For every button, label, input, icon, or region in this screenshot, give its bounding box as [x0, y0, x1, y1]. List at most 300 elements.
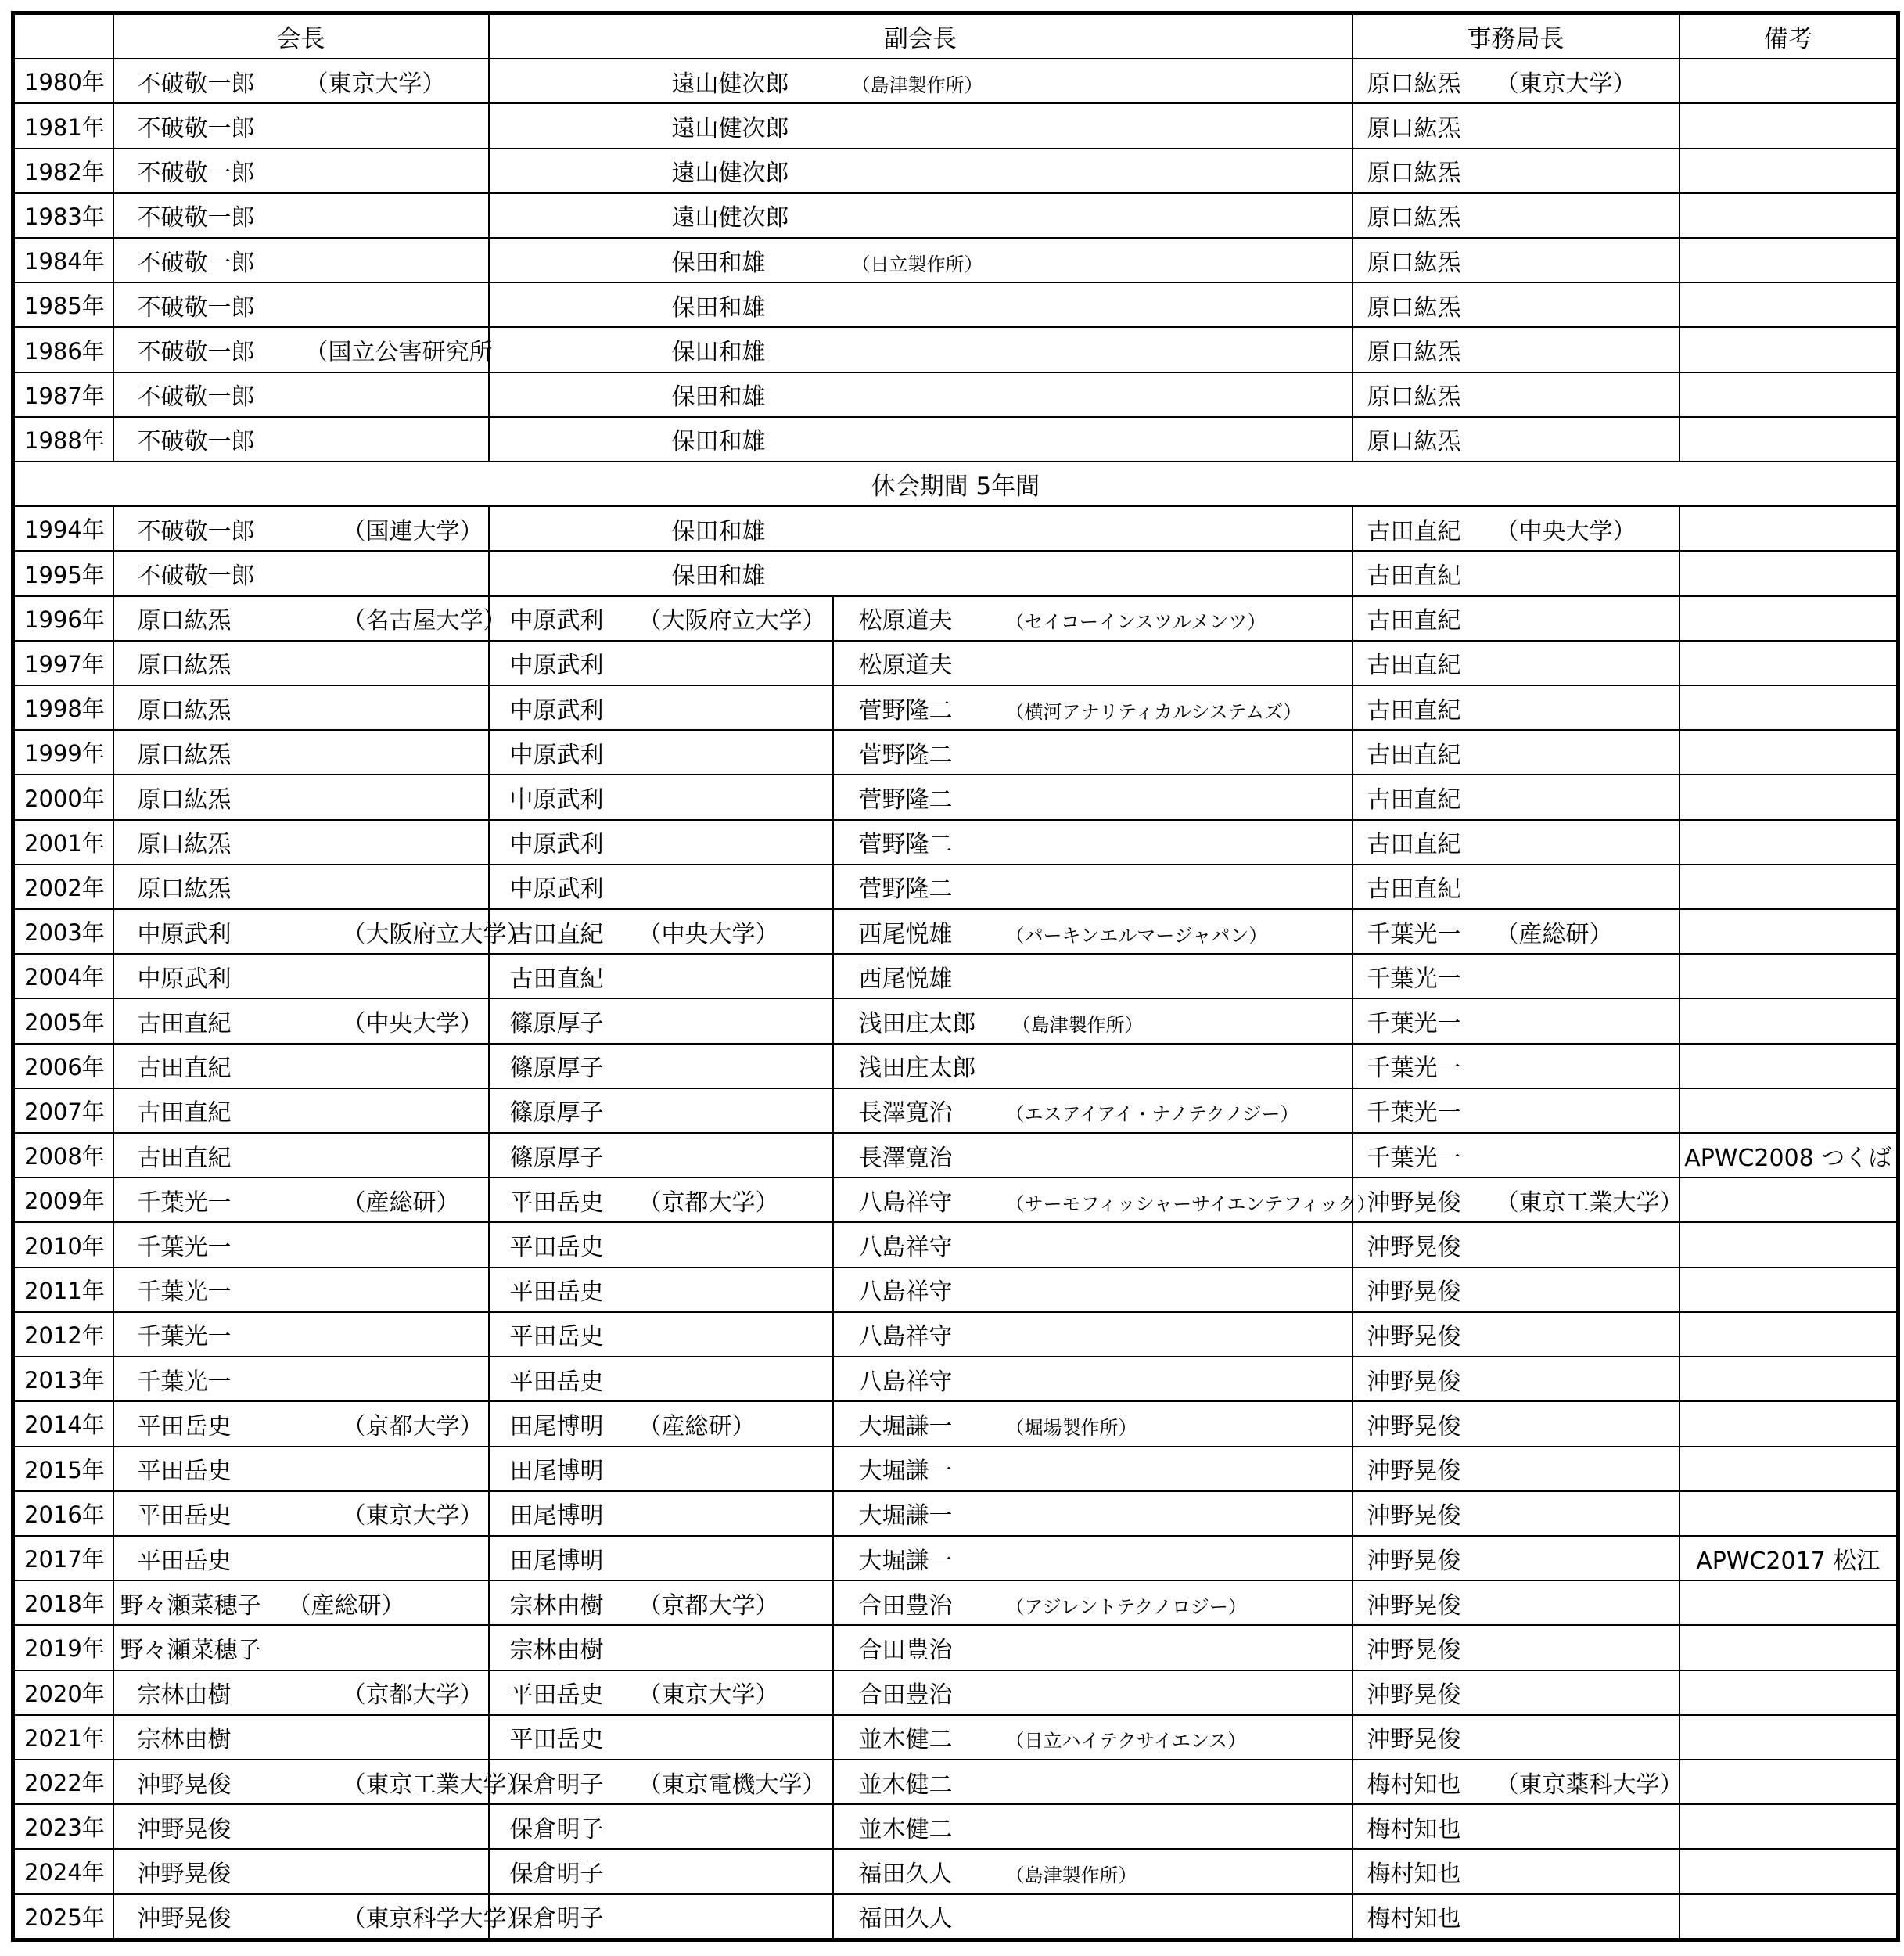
president-name: 不破敬一郎 [137, 70, 255, 98]
year-cell: 2023年 [13, 1804, 113, 1849]
secretary-cell [1353, 193, 1679, 238]
vice-president-1-cell [489, 730, 833, 775]
table-row [13, 998, 1899, 1043]
vice-president-2-affiliation: （パーキンエルマージャパン） [1005, 924, 1268, 947]
vice-president-2-name: 西尾悦雄 [858, 965, 953, 993]
year-cell: 2020年 [13, 1670, 113, 1715]
vice-president-1-affiliation: （東京電機大学） [638, 1771, 826, 1799]
secretary-name: 沖野晃俊 [1367, 1368, 1461, 1396]
president-cell [113, 1088, 489, 1133]
president-name: 原口紘炁 [137, 876, 232, 904]
remarks-cell [1679, 865, 1899, 909]
secretary-cell [1353, 1715, 1679, 1760]
vice-president-name: 保田和雄 [671, 339, 766, 367]
secretary-name: 原口紘炁 [1367, 339, 1461, 367]
vice-president-2-name: 八島祥守 [858, 1368, 953, 1396]
president-name: 不破敬一郎 [137, 383, 255, 412]
president-cell [113, 1178, 489, 1222]
president-cell [113, 954, 489, 998]
vice-president-1-name: 中原武利 [509, 652, 604, 680]
year-cell: 2022年 [13, 1760, 113, 1804]
remarks-cell [1679, 1491, 1899, 1536]
vice-president-2-cell [833, 1580, 1353, 1625]
vice-president-2-name: 浅田庄太郎 [858, 1010, 976, 1038]
vice-president-1-name: 田尾博明 [509, 1458, 604, 1486]
vice-president-name: 遠山健次郎 [671, 115, 789, 142]
remarks-cell [1679, 641, 1899, 685]
secretary-name: 原口紘炁 [1367, 115, 1461, 142]
president-cell [113, 1357, 489, 1401]
vice-president-name: 保田和雄 [671, 293, 766, 322]
remarks-cell [1679, 1312, 1899, 1357]
secretary-name: 千葉光一 [1367, 1010, 1461, 1038]
president-name: 原口紘炁 [137, 696, 232, 725]
remarks-cell: APWC2017 松江 [1679, 1536, 1899, 1580]
vice-president-1-affiliation: （東京大学） [638, 1681, 779, 1710]
table-row [13, 1491, 1899, 1536]
secretary-affiliation: （産総研） [1495, 920, 1613, 948]
president-cell [113, 193, 489, 238]
vice-president-2-affiliation: （サーモフィッシャーサイエンテフィック） [1005, 1192, 1376, 1215]
president-cell [113, 282, 489, 327]
year-cell: 2017年 [13, 1536, 113, 1580]
vice-president-2-name: 合田豊治 [858, 1636, 953, 1664]
table-row [13, 730, 1899, 775]
president-name: 中原武利 [137, 965, 232, 993]
table-row [13, 417, 1899, 462]
vice-president-1-cell [489, 1715, 833, 1760]
remarks-cell [1679, 1088, 1899, 1133]
vice-president-1-cell [489, 1447, 833, 1491]
table-row [13, 685, 1899, 730]
vice-president-affiliation: （日立製作所） [851, 253, 983, 275]
vice-president-2-cell [833, 820, 1353, 865]
president-cell [113, 1222, 489, 1267]
year-cell: 1982年 [13, 149, 113, 193]
secretary-name: 沖野晃俊 [1367, 1547, 1461, 1575]
secretary-cell [1353, 1760, 1683, 1804]
vice-president-2-cell [833, 1670, 1353, 1715]
vice-president-1-name: 中原武利 [509, 876, 604, 904]
president-name: 平田岳史 [137, 1502, 232, 1530]
remarks-cell [1679, 820, 1899, 865]
vice-president-2-name: 並木健二 [858, 1815, 953, 1843]
president-cell [113, 730, 489, 775]
remarks-cell [1679, 596, 1899, 641]
secretary-name: 原口紘炁 [1367, 160, 1461, 188]
year-cell: 2010年 [13, 1222, 113, 1267]
secretary-name: 古田直紀 [1367, 831, 1461, 859]
president-cell [113, 551, 489, 595]
secretary-name: 原口紘炁 [1367, 428, 1461, 456]
vice-president-2-name: 並木健二 [858, 1771, 953, 1799]
vice-president-1-name: 中原武利 [509, 786, 604, 814]
president-name: 千葉光一 [137, 1368, 232, 1396]
year-cell: 2003年 [13, 909, 113, 954]
table-row [13, 865, 1899, 909]
president-cell [113, 1580, 489, 1625]
vice-president-1-name: 保倉明子 [509, 1905, 604, 1933]
secretary-name: 沖野晃俊 [1367, 1412, 1461, 1440]
president-name: 千葉光一 [137, 1323, 232, 1351]
vice-president-2-name: 菅野隆二 [858, 786, 953, 814]
year-cell: 1981年 [13, 103, 113, 148]
remarks-cell [1679, 685, 1899, 730]
president-name: 宗林由樹 [137, 1681, 232, 1710]
vice-president-2-name: 大堀謙一 [858, 1502, 953, 1530]
president-affiliation: （東京工業大学） [342, 1771, 530, 1799]
vice-president-1-name: 田尾博明 [509, 1502, 604, 1530]
secretary-cell [1353, 685, 1679, 730]
secretary-name: 古田直紀 [1367, 607, 1461, 635]
vice-president-2-name: 菅野隆二 [858, 876, 953, 904]
header-president: 会長 [113, 13, 489, 59]
president-cell [113, 1670, 489, 1715]
vice-president-1-name: 平田岳史 [509, 1681, 604, 1710]
secretary-name: 梅村知也 [1367, 1860, 1461, 1888]
president-cell [113, 1044, 489, 1088]
vice-president-1-cell [489, 1357, 833, 1401]
vice-president-2-affiliation: （島津製作所） [1011, 1014, 1144, 1037]
secretary-name: 梅村知也 [1367, 1771, 1461, 1799]
vice-president-cell [489, 372, 1353, 417]
year-cell: 2016年 [13, 1491, 113, 1536]
vice-president-2-affiliation: （堀場製作所） [1005, 1416, 1137, 1439]
vice-president-2-name: 大堀謙一 [858, 1458, 953, 1486]
year-cell: 2002年 [13, 865, 113, 909]
vice-president-2-cell [833, 596, 1353, 641]
president-affiliation: （京都大学） [342, 1681, 483, 1710]
vice-president-2-name: 西尾悦雄 [858, 920, 953, 948]
remarks-cell [1679, 998, 1899, 1043]
remarks-cell [1679, 1804, 1899, 1849]
vice-president-cell [489, 103, 1353, 148]
secretary-cell [1353, 238, 1679, 282]
president-cell [113, 1312, 489, 1357]
vice-president-2-name: 松原道夫 [858, 607, 953, 635]
recess-row [13, 462, 1899, 506]
vice-president-1-affiliation: （京都大学） [638, 1188, 779, 1217]
vice-president-1-name: 保倉明子 [509, 1771, 604, 1799]
secretary-name: 千葉光一 [1367, 920, 1461, 948]
president-cell [113, 1894, 530, 1940]
president-cell [113, 775, 489, 819]
president-cell [113, 417, 489, 462]
vice-president-1-affiliation: （産総研） [638, 1412, 756, 1440]
vice-president-1-cell [489, 1804, 833, 1849]
president-name: 原口紘炁 [137, 786, 232, 814]
secretary-name: 古田直紀 [1367, 563, 1461, 591]
remarks-cell [1679, 417, 1899, 462]
secretary-cell [1353, 865, 1679, 909]
secretary-cell [1353, 1491, 1679, 1536]
remarks-cell [1679, 1178, 1899, 1222]
table-row [13, 1536, 1899, 1580]
secretary-name: 古田直紀 [1367, 696, 1461, 725]
president-name: 不破敬一郎 [137, 563, 255, 591]
secretary-cell [1353, 1804, 1679, 1849]
secretary-name: 沖野晃俊 [1367, 1681, 1461, 1710]
president-name: 千葉光一 [137, 1278, 232, 1307]
year-cell: 2007年 [13, 1088, 113, 1133]
president-affiliation: （東京大学） [304, 70, 446, 98]
year-cell: 2015年 [13, 1447, 113, 1491]
vice-president-2-affiliation: （セイコーインスツルメンツ） [1005, 611, 1266, 634]
secretary-name: 原口紘炁 [1367, 383, 1461, 412]
remarks-cell [1679, 1222, 1899, 1267]
president-name: 原口紘炁 [137, 652, 232, 680]
vice-president-1-cell [489, 1849, 833, 1893]
vice-president-1-cell [489, 998, 833, 1043]
secretary-affiliation: （中央大学） [1495, 517, 1636, 545]
year-cell: 1999年 [13, 730, 113, 775]
secretary-name: 沖野晃俊 [1367, 1726, 1461, 1754]
year-cell: 1983年 [13, 193, 113, 238]
table-row [13, 775, 1899, 819]
year-cell: 1988年 [13, 417, 113, 462]
table-row [13, 1625, 1899, 1670]
year-cell: 1994年 [13, 506, 113, 551]
president-affiliation: （東京科学大学） [342, 1905, 530, 1933]
president-cell [113, 820, 489, 865]
president-cell [113, 1715, 489, 1760]
president-cell [113, 1804, 489, 1849]
vice-president-1-cell [489, 1088, 833, 1133]
president-affiliation: （産総研） [287, 1591, 405, 1620]
remarks-cell [1679, 1580, 1899, 1625]
year-cell: 1986年 [13, 327, 113, 372]
vice-president-cell [489, 417, 1353, 462]
vice-president-2-cell [833, 1133, 1353, 1178]
table-row [13, 1849, 1899, 1893]
president-name: 野々瀬菜穂子 [120, 1636, 261, 1664]
vice-president-2-cell [833, 1267, 1353, 1312]
president-name: 不破敬一郎 [137, 115, 255, 142]
president-name: 千葉光一 [137, 1188, 232, 1217]
secretary-name: 千葉光一 [1367, 965, 1461, 993]
president-name: 原口紘炁 [137, 741, 232, 769]
vice-president-2-name: 八島祥守 [858, 1188, 953, 1217]
secretary-cell [1353, 1401, 1679, 1446]
vice-president-1-name: 古田直紀 [509, 920, 604, 948]
header-row [13, 13, 1899, 59]
president-cell [113, 149, 489, 193]
president-cell [113, 909, 530, 954]
vice-president-1-cell [489, 641, 833, 685]
president-name: 不破敬一郎 [137, 339, 255, 367]
president-cell [113, 1447, 489, 1491]
year-cell: 1997年 [13, 641, 113, 685]
president-name: 不破敬一郎 [137, 160, 255, 188]
year-cell: 2018年 [13, 1580, 113, 1625]
table-row [13, 1088, 1899, 1133]
vice-president-2-name: 合田豊治 [858, 1681, 953, 1710]
year-cell: 2019年 [13, 1625, 113, 1670]
vice-president-cell [489, 193, 1353, 238]
remarks-cell [1679, 1760, 1899, 1804]
vice-president-2-name: 八島祥守 [858, 1323, 953, 1351]
secretary-name: 千葉光一 [1367, 1099, 1461, 1127]
vice-president-1-name: 宗林由樹 [509, 1636, 604, 1664]
vice-president-1-cell [489, 820, 833, 865]
year-cell: 1996年 [13, 596, 113, 641]
secretary-cell [1353, 954, 1679, 998]
president-name: 千葉光一 [137, 1234, 232, 1262]
president-cell [113, 865, 489, 909]
president-name: 不破敬一郎 [137, 428, 255, 456]
year-cell: 1984年 [13, 238, 113, 282]
president-affiliation: （中央大学） [342, 1010, 483, 1038]
table-row [13, 59, 1899, 103]
secretary-name: 原口紘炁 [1367, 249, 1461, 277]
remarks-cell [1679, 103, 1899, 148]
secretary-name: 沖野晃俊 [1367, 1458, 1461, 1486]
table-row [13, 909, 1899, 954]
vice-president-1-cell [489, 1401, 833, 1446]
secretary-name: 梅村知也 [1367, 1815, 1461, 1843]
secretary-cell [1353, 59, 1679, 103]
vice-president-1-cell [489, 909, 833, 954]
vice-president-1-name: 中原武利 [509, 831, 604, 859]
year-cell: 1998年 [13, 685, 113, 730]
vice-president-2-name: 八島祥守 [858, 1234, 953, 1262]
vice-president-2-cell [833, 641, 1353, 685]
secretary-name: 古田直紀 [1367, 652, 1461, 680]
vice-president-2-cell [833, 1312, 1353, 1357]
vice-president-1-cell [489, 1222, 833, 1267]
remarks-cell [1679, 1894, 1899, 1940]
remarks-cell [1679, 238, 1899, 282]
vice-president-1-name: 中原武利 [509, 607, 604, 635]
president-name: 中原武利 [137, 920, 232, 948]
secretary-name: 古田直紀 [1367, 786, 1461, 814]
secretary-name: 沖野晃俊 [1367, 1591, 1461, 1620]
secretary-cell [1353, 282, 1679, 327]
remarks-cell [1679, 1849, 1899, 1893]
vice-president-2-cell [833, 775, 1353, 819]
secretary-name: 古田直紀 [1367, 517, 1461, 545]
vice-president-2-cell [833, 1536, 1353, 1580]
table-row [13, 372, 1899, 417]
header-year [13, 13, 113, 59]
president-affiliation: （東京大学） [342, 1502, 483, 1530]
vice-president-1-name: 篠原厚子 [509, 1010, 604, 1038]
table-row [13, 1760, 1899, 1804]
remarks-cell [1679, 1715, 1899, 1760]
table-row [13, 1044, 1899, 1088]
president-cell [113, 1849, 489, 1893]
president-cell [113, 1536, 489, 1580]
vice-president-name: 保田和雄 [671, 563, 766, 591]
vice-president-1-cell [489, 1312, 833, 1357]
vice-president-1-cell [489, 954, 833, 998]
secretary-name: 古田直紀 [1367, 876, 1461, 904]
president-name: 古田直紀 [137, 1010, 232, 1038]
remarks-cell [1679, 327, 1899, 372]
secretary-cell [1353, 417, 1679, 462]
president-name: 原口紘炁 [137, 831, 232, 859]
secretary-name: 古田直紀 [1367, 741, 1461, 769]
secretary-name: 梅村知也 [1367, 1905, 1461, 1933]
secretary-name: 原口紘炁 [1367, 293, 1461, 322]
vice-president-2-name: 長澤寛治 [858, 1099, 953, 1127]
vice-president-1-affiliation: （大阪府立大学） [638, 607, 826, 635]
vice-president-2-name: 菅野隆二 [858, 831, 953, 859]
table-row [13, 327, 1899, 372]
vice-president-1-name: 保倉明子 [509, 1860, 604, 1888]
remarks-cell [1679, 909, 1899, 954]
secretary-cell [1353, 1312, 1679, 1357]
vice-president-2-name: 福田久人 [858, 1860, 953, 1888]
vice-president-1-name: 平田岳史 [509, 1323, 604, 1351]
vice-president-2-cell [833, 909, 1353, 954]
president-affiliation: （京都大学） [342, 1412, 483, 1440]
vice-president-1-name: 保倉明子 [509, 1815, 604, 1843]
remarks-cell [1679, 1401, 1899, 1446]
table-row [13, 282, 1899, 327]
year-cell: 1987年 [13, 372, 113, 417]
president-cell [113, 596, 507, 641]
table-row [13, 596, 1899, 641]
table-row [13, 506, 1899, 551]
secretary-affiliation: （東京工業大学） [1495, 1188, 1683, 1217]
vice-president-name: 保田和雄 [671, 517, 766, 545]
president-name: 古田直紀 [137, 1055, 232, 1083]
vice-president-2-name: 大堀謙一 [858, 1412, 953, 1440]
header-vice-president: 副会長 [489, 13, 1353, 59]
president-cell [113, 1491, 489, 1536]
year-cell: 2014年 [13, 1401, 113, 1446]
vice-president-cell [489, 551, 1353, 595]
remarks-cell [1679, 1670, 1899, 1715]
table-row [13, 641, 1899, 685]
vice-president-2-name: 浅田庄太郎 [858, 1055, 976, 1083]
vice-president-1-name: 篠原厚子 [509, 1055, 604, 1083]
secretary-cell [1353, 327, 1679, 372]
vice-president-2-cell [833, 1447, 1353, 1491]
vice-president-cell [489, 282, 1353, 327]
secretary-name: 沖野晃俊 [1367, 1323, 1461, 1351]
vice-president-2-cell [833, 1894, 1353, 1940]
header-remarks: 備考 [1679, 13, 1899, 59]
secretary-cell [1353, 596, 1679, 641]
secretary-name: 沖野晃俊 [1367, 1234, 1461, 1262]
vice-president-name: 遠山健次郎 [671, 70, 789, 98]
president-cell [113, 685, 489, 730]
remarks-cell [1679, 282, 1899, 327]
vice-president-1-name: 中原武利 [509, 741, 604, 769]
vice-president-1-cell [489, 1491, 833, 1536]
year-cell: 1985年 [13, 282, 113, 327]
secretary-cell [1353, 551, 1679, 595]
president-cell [113, 998, 489, 1043]
remarks-cell [1679, 193, 1899, 238]
remarks-cell [1679, 1447, 1899, 1491]
vice-president-2-name: 松原道夫 [858, 652, 953, 680]
secretary-cell [1353, 909, 1679, 954]
table-row [13, 1715, 1899, 1760]
table-row [13, 1267, 1899, 1312]
secretary-cell [1353, 1088, 1679, 1133]
vice-president-name: 遠山健次郎 [671, 204, 789, 232]
vice-president-1-cell [489, 596, 833, 641]
vice-president-1-cell [489, 1625, 833, 1670]
table-row [13, 1804, 1899, 1849]
president-cell [113, 238, 489, 282]
secretary-name: 沖野晃俊 [1367, 1188, 1461, 1217]
vice-president-cell [489, 149, 1353, 193]
officers-table [11, 11, 1900, 1942]
